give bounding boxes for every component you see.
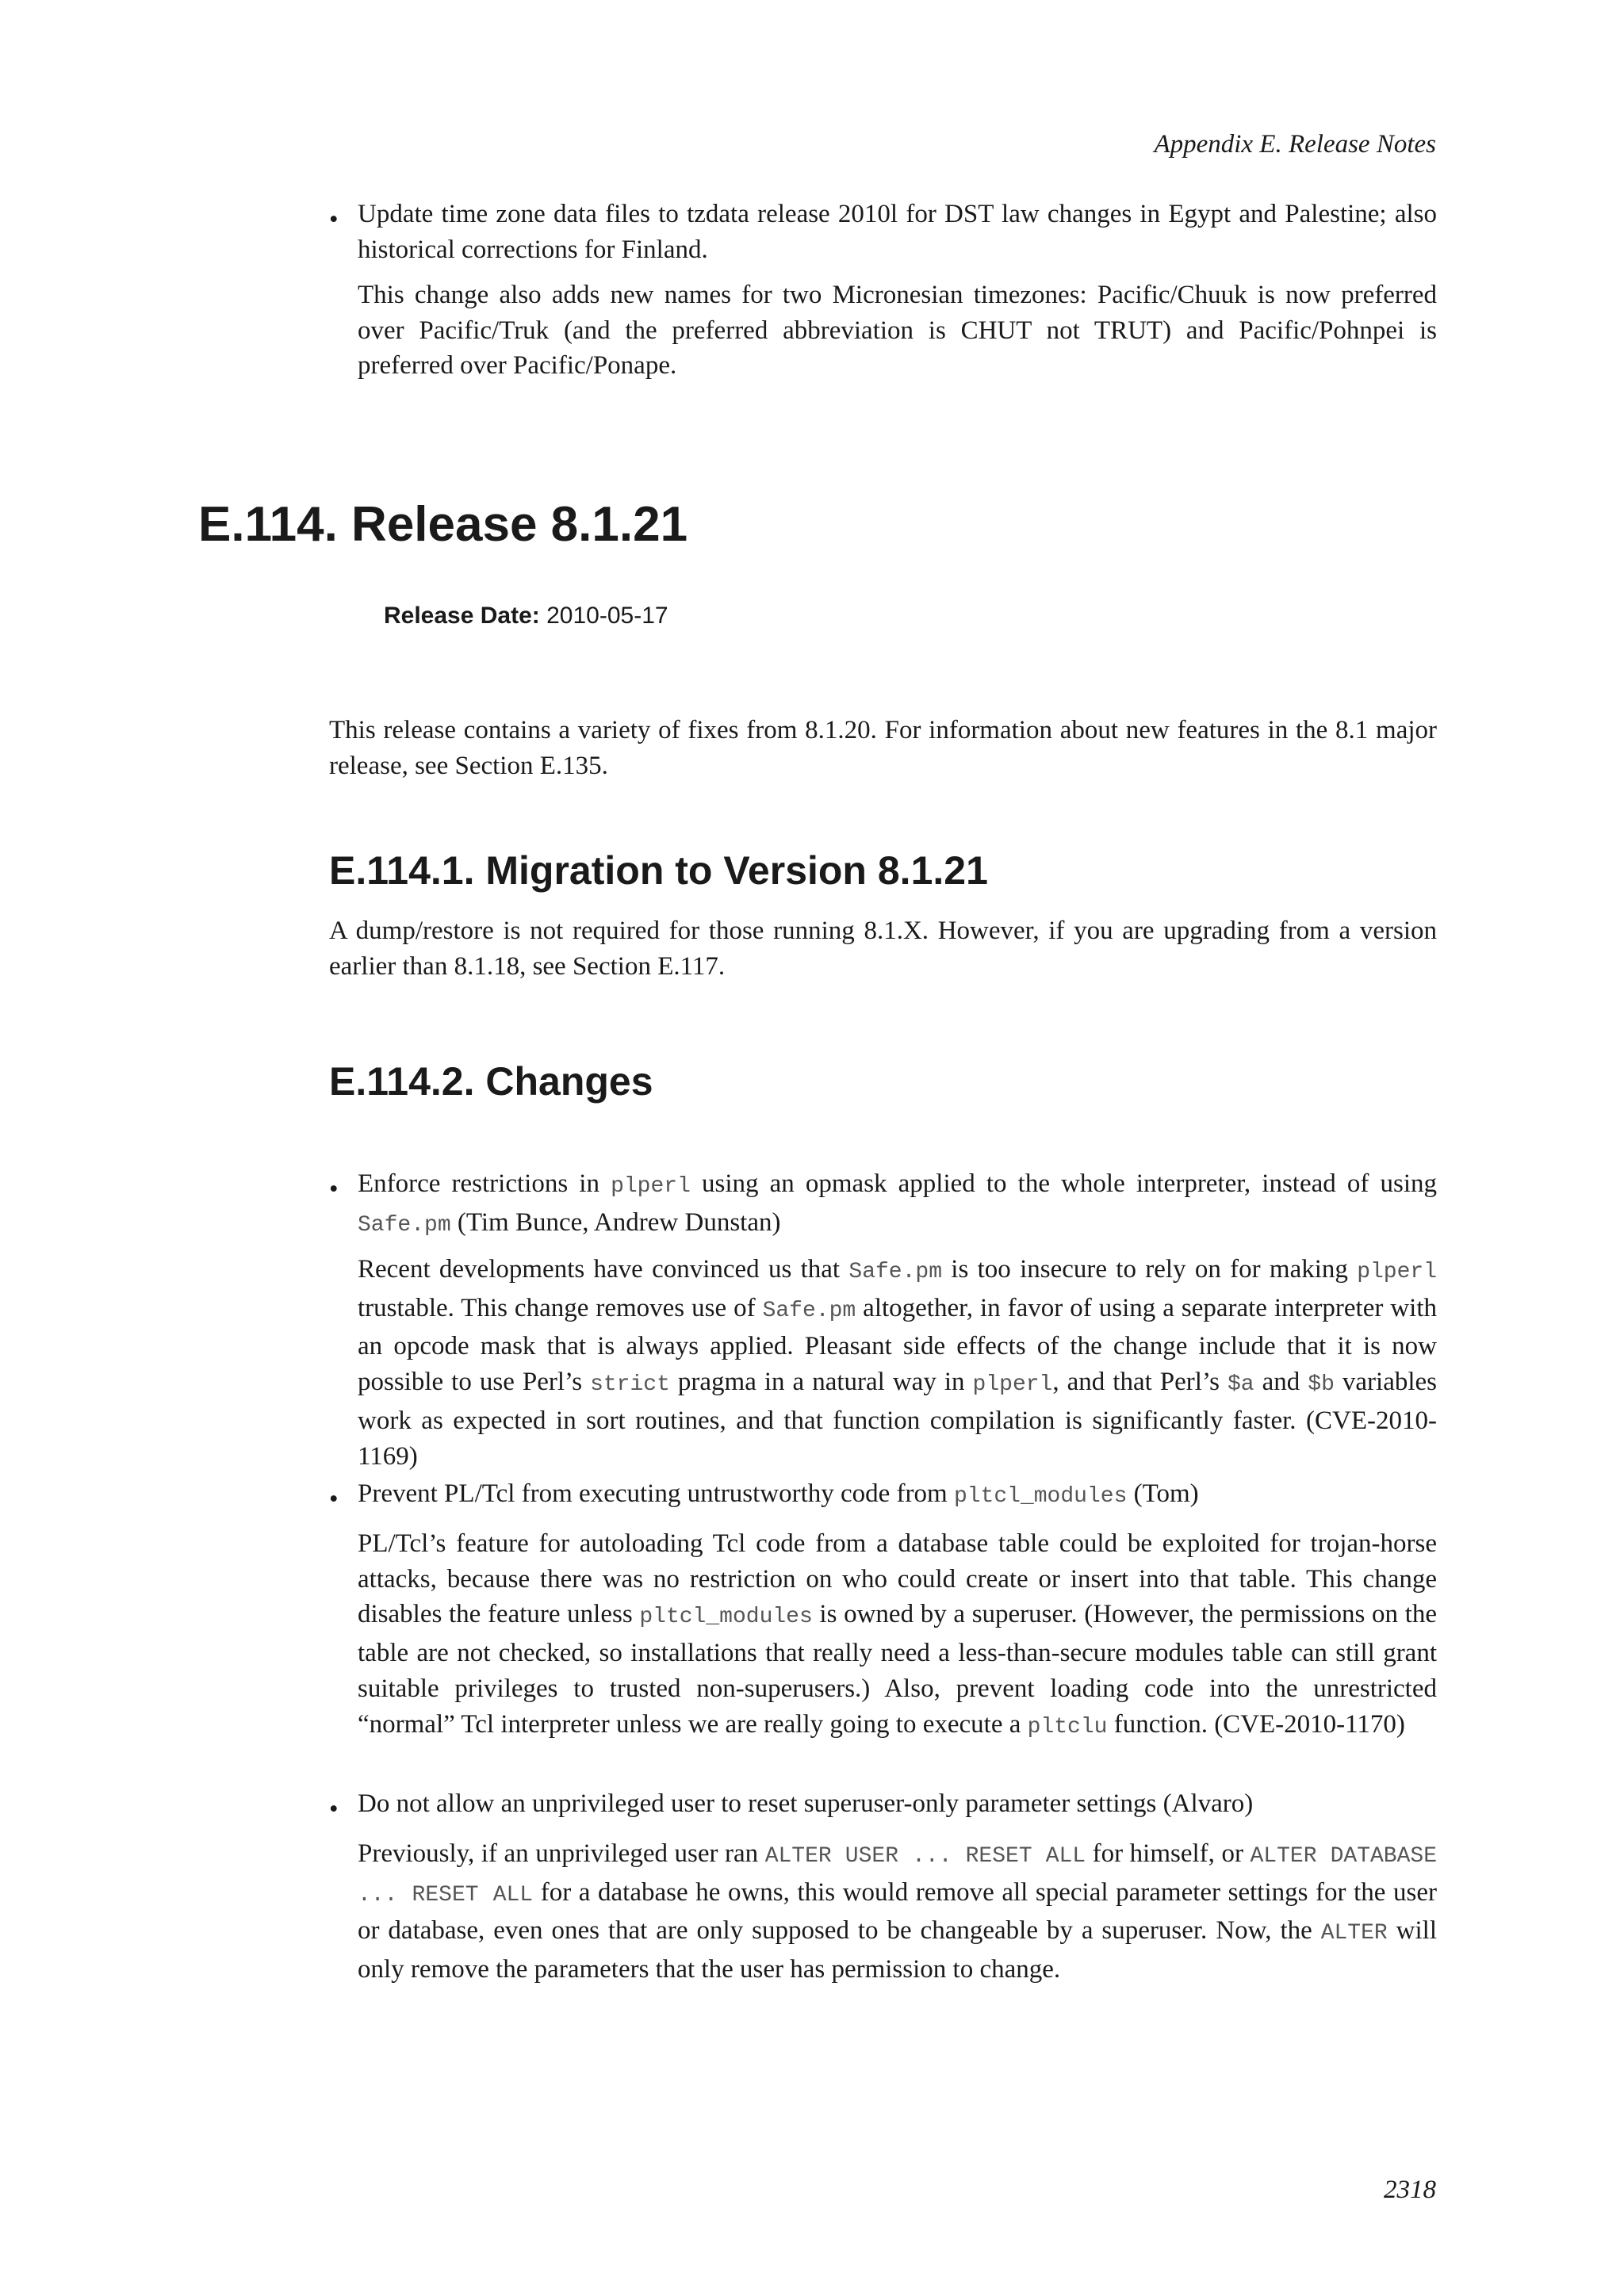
change-item-title: Enforce restrictions in plperl using an opmask applied to the whole interpreter, instead of using Safe.pm (Tim Bunce, Andrew Dunstan) (358, 1169, 1437, 1238)
release-date-label: Release Date: (384, 603, 540, 629)
change-item-body: PL/Tcl’s feature for autoloading Tcl code from a database table could be exploited for trojan-horse attacks, because there was no restriction on who could create or insert into that table. This change disables the feature unless pltcl_modules is owned by a superuser. (However, the permissions on the table are not checked, so installations that really need a less-than-secure modules table can still grant suitable privileges to trusted non-superusers.) Also, prevent loading code into the unrestricted “normal” Tcl interpreter unless we are really going to execute a pltclu function. (CVE-2010-1170) (358, 1529, 1438, 1739)
bullet: • (329, 1485, 339, 1513)
list-item-title: Update time zone data files to tzdata release 2010l for DST law changes in Egypt and Palestine; also historical corrections for Finland. (358, 200, 1437, 264)
section-title: E.114. Release 8.1.21 (198, 497, 688, 552)
page-number: 2318 (1384, 2175, 1436, 2204)
bullet: • (329, 1795, 339, 1823)
change-item-body: Recent developments have convinced us that Safe.pm is too insecure to rely on for making plperl trustable. This change removes use of Safe.pm altogether, in favor of using a separate interpreter with an opcode mask that is always applied. Pleasant side effects of the change include that it is now possible to use Perl’s strict pragma in a natural way in plperl, and that Perl’s $a and $b variables work as expected in sort routines, and that function compilation is significantly faster. (CVE-2010-1169) (358, 1255, 1438, 1471)
migration-body: A dump/restore is not required for those running 8.1.X. However, if you are upgrading from a version earlier than 8.1.18, see Section E.117. (329, 916, 1437, 981)
bullet: • (329, 1175, 339, 1203)
subsection-title-migration: E.114.1. Migration to Version 8.1.21 (329, 848, 988, 893)
release-date-value: 2010-05-17 (546, 603, 668, 629)
section-intro: This release contains a variety of fixes from 8.1.20. For information about new features in the 8.1 major release, see Section E.135. (329, 716, 1437, 780)
release-date (384, 600, 668, 632)
change-item-title: Prevent PL/Tcl from executing untrustworthy code from pltcl_modules (Tom) (358, 1479, 1199, 1509)
code-safe-pm: Safe.pm (358, 1212, 451, 1238)
change-item-title: Do not allow an unprivileged user to reset superuser-only parameter settings (Alvaro) (358, 1789, 1254, 1818)
bullet: • (329, 205, 339, 234)
change-item-body: Previously, if an unprivileged user ran ALTER USER ... RESET ALL for himself, or ALTER DATABASE ... RESET ALL for a database he owns, this would remove all special parameter settings for the user or database, even ones that are only supposed to be changeable by a superuser. Now, the ALTER will only remove the parameters that the user has permission to change. (358, 1839, 1438, 1984)
code-plperl: plperl (611, 1174, 691, 1199)
list-item-body: This change also adds new names for two Micronesian timezones: Pacific/Chuuk is now preferred over Pacific/Truk (and the preferred abbreviation is CHUT not TRUT) and Pacific/Pohnpei is preferred over Pacific/Ponape. (358, 281, 1437, 381)
running-header: Appendix E. Release Notes (1154, 130, 1436, 159)
subsection-title-changes: E.114.2. Changes (329, 1059, 653, 1104)
